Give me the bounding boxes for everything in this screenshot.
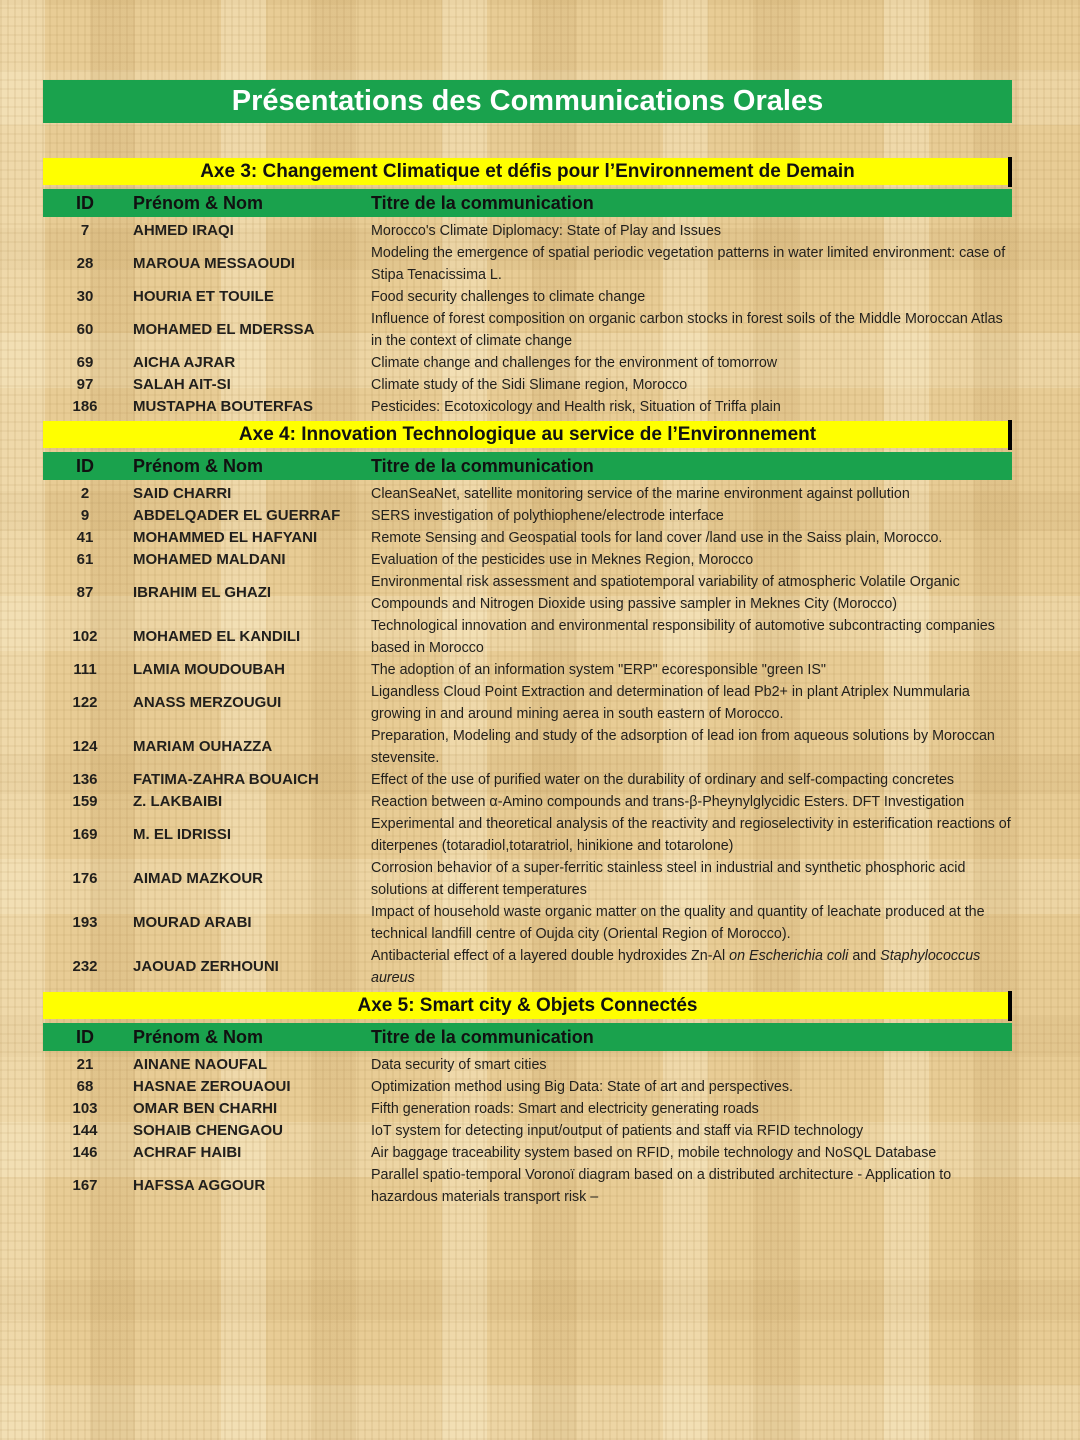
table-row — [43, 791, 1012, 813]
table-row — [43, 308, 1012, 352]
table-row — [43, 396, 1012, 418]
heading-right-tick — [1008, 420, 1012, 450]
header-cell-title: Titre de la communication — [371, 1027, 594, 1047]
title-segment: Remote Sensing and Geospatial tools for land cover /land use in the Saiss plain, Morocco. — [371, 530, 943, 546]
cell-title — [361, 725, 1012, 769]
cell-name: MARIAM OUHAZZA — [133, 738, 273, 755]
cell-name: ACHRAF HAIBI — [133, 1144, 242, 1161]
axe-section — [43, 158, 1012, 418]
cell-id: 167 — [72, 1177, 98, 1194]
title-segment: Reaction between α-Amino compounds and trans-β-Pheynylglycidic Esters. DFT Investigation — [371, 794, 965, 810]
header-cell-title: Titre de la communication — [371, 456, 594, 476]
cell-title — [361, 242, 1012, 286]
header-cell-name: Prénom & Nom — [133, 193, 264, 213]
title-segment: Pesticides: Ecotoxicology and Health risk, Situation of Triffa plain — [371, 399, 781, 415]
cell-name: OMAR BEN CHARHI — [133, 1100, 278, 1117]
cell-id: 232 — [72, 958, 98, 975]
header-cell-name: Prénom & Nom — [133, 456, 264, 476]
title-segment: Corrosion behavior of a super-ferritic stainless steel in industrial and synthetic phosphoric acid solutions at different temperatures — [371, 860, 966, 898]
header-cell-id: ID — [76, 1027, 94, 1047]
cell-title — [361, 615, 1012, 659]
table-row — [43, 527, 1012, 549]
table-row — [43, 725, 1012, 769]
cell-title — [361, 571, 1012, 615]
title-segment: Impact of household waste organic matter on the quality and quantity of leachate produced at the technical landfill centre of Oujda city (Oriental Region of Morocco). — [371, 904, 985, 942]
axe-section — [43, 421, 1012, 989]
title-segment: Preparation, Modeling and study of the adsorption of lead ion from aqueous solutions by Moroccan stevensite. — [371, 728, 995, 766]
section-heading-text: Axe 5: Smart city & Objets Connectés — [357, 995, 698, 1016]
cell-id: 21 — [76, 1056, 94, 1073]
table-row — [43, 1076, 1012, 1098]
sections-container — [43, 158, 1012, 1208]
title-segment: and — [848, 948, 881, 964]
title-segment: Morocco's Climate Diplomacy: State of Play and Issues — [371, 223, 721, 239]
table-row — [43, 681, 1012, 725]
page-title: Présentations des Communications Orales — [231, 85, 824, 117]
table-row — [43, 352, 1012, 374]
cell-title — [361, 769, 1012, 791]
title-segment: Modeling the emergence of spatial periodic vegetation patterns in water limited environment: case of Stipa Tenacissima L. — [371, 245, 1006, 283]
axe-section — [43, 992, 1012, 1208]
cell-title — [361, 1076, 1012, 1098]
title-segment: Antibacterial effect of a layered double hydroxides Zn-Al — [371, 948, 730, 964]
cell-id: 136 — [72, 771, 98, 788]
title-segment: Influence of forest composition on organic carbon stocks in forest soils of the Middle Moroccan Atlas in the context of climate change — [371, 311, 1003, 349]
table-row — [43, 505, 1012, 527]
table-row — [43, 1142, 1012, 1164]
table-row — [43, 549, 1012, 571]
cell-id: 146 — [72, 1144, 98, 1161]
cell-title — [361, 286, 1012, 308]
cell-id: 30 — [76, 288, 94, 305]
header-cell-name: Prénom & Nom — [133, 1027, 264, 1047]
cell-id: 111 — [73, 661, 97, 678]
title-segment: Parallel spatio-temporal Voronoï diagram based on a distributed architecture - Application to hazardous materials transport risk – — [371, 1167, 952, 1205]
cell-id: 102 — [72, 628, 98, 645]
cell-name: LAMIA MOUDOUBAH — [133, 661, 285, 678]
cell-name: MOHAMED MALDANI — [133, 551, 286, 568]
heading-right-tick — [1008, 157, 1012, 187]
table-row — [43, 374, 1012, 396]
cell-id: 69 — [76, 354, 94, 371]
cell-id: 186 — [72, 398, 98, 415]
table-row — [43, 659, 1012, 681]
section-heading-text: Axe 4: Innovation Technologique au service de l’Environnement — [238, 424, 817, 445]
cell-title — [361, 1120, 1012, 1142]
section-heading-bar — [43, 992, 1012, 1019]
table-header-row — [43, 452, 1012, 480]
cell-title — [361, 791, 1012, 813]
cell-title — [361, 483, 1012, 505]
cell-name: AHMED IRAQI — [133, 222, 234, 239]
cell-name: MUSTAPHA BOUTERFAS — [133, 398, 313, 415]
cell-title — [361, 220, 1012, 242]
page-title-bar — [43, 80, 1012, 123]
cell-id: 7 — [80, 222, 90, 239]
cell-title — [361, 945, 1012, 989]
cell-id: 176 — [72, 870, 98, 887]
cell-name: Z. LAKBAIBI — [133, 793, 223, 810]
table-header-row — [43, 189, 1012, 217]
table-row — [43, 945, 1012, 989]
title-segment: Fifth generation roads: Smart and electricity generating roads — [371, 1101, 759, 1117]
title-segment: Data security of smart cities — [371, 1057, 547, 1073]
title-segment: Optimization method using Big Data: State of art and perspectives. — [371, 1079, 793, 1095]
title-segment: Effect of the use of purified water on the durability of ordinary and self-compacting concretes — [371, 772, 955, 788]
cell-name: JAOUAD ZERHOUNI — [133, 958, 279, 975]
cell-id: 169 — [72, 826, 98, 843]
heading-right-tick — [1008, 991, 1012, 1021]
cell-name: MOHAMED EL MDERSSA — [133, 321, 315, 338]
table-row — [43, 286, 1012, 308]
cell-name: AICHA AJRAR — [133, 354, 236, 371]
cell-name: MOURAD ARABI — [133, 914, 252, 931]
cell-id: 124 — [72, 738, 98, 755]
title-segment: Climate study of the Sidi Slimane region, Morocco — [371, 377, 688, 393]
cell-title — [361, 374, 1012, 396]
title-segment: CleanSeaNet, satellite monitoring service of the marine environment against pollution — [371, 486, 910, 502]
table-row — [43, 242, 1012, 286]
cell-title — [361, 1142, 1012, 1164]
title-segment: Evaluation of the pesticides use in Meknes Region, Morocco — [371, 552, 754, 568]
cell-title — [361, 813, 1012, 857]
title-segment: Environmental risk assessment and spatiotemporal variability of atmospheric Volatile Organic Compounds and Nitrogen Dioxide using passive sampler in Meknes City (Morocco) — [371, 574, 960, 612]
title-segment: SERS investigation of polythiophene/electrode interface — [371, 508, 724, 524]
table-row — [43, 220, 1012, 242]
cell-id: 193 — [72, 914, 98, 931]
cell-name: SOHAIB CHENGAOU — [133, 1122, 284, 1139]
section-heading-bar — [43, 421, 1012, 448]
cell-title — [361, 396, 1012, 418]
table-row — [43, 1120, 1012, 1142]
title-segment: Air baggage traceability system based on RFID, mobile technology and NoSQL Database — [371, 1145, 937, 1161]
cell-id: 144 — [72, 1122, 98, 1139]
title-segment: Experimental and theoretical analysis of the reactivity and regioselectivity in esterification reactions of diterpenes (totaradiol,totaratriol, hinikione and totarolone) — [371, 816, 1011, 854]
cell-name: MOHAMED EL KANDILI — [133, 628, 301, 645]
cell-title — [361, 549, 1012, 571]
cell-name: HAFSSA AGGOUR — [133, 1177, 266, 1194]
table-row — [43, 615, 1012, 659]
table-row — [43, 483, 1012, 505]
table-header-row — [43, 1023, 1012, 1051]
cell-id: 68 — [76, 1078, 94, 1095]
title-segment: The adoption of an information system "ERP" ecoresponsible "green IS" — [371, 662, 827, 678]
table-row — [43, 901, 1012, 945]
table-row — [43, 1098, 1012, 1120]
cell-name: AIMAD MAZKOUR — [133, 870, 263, 887]
cell-id: 122 — [72, 694, 98, 711]
cell-title — [361, 505, 1012, 527]
section-heading-bar — [43, 158, 1012, 185]
title-segment: Climate change and challenges for the environment of tomorrow — [371, 355, 778, 371]
cell-name: HASNAE ZEROUAOUI — [133, 1078, 291, 1095]
cell-name: ANASS MERZOUGUI — [133, 694, 282, 711]
table-row — [43, 769, 1012, 791]
section-heading-text: Axe 3: Changement Climatique et défis pour l’Environnement de Demain — [200, 161, 855, 182]
table-rows — [43, 1054, 1012, 1208]
cell-name: SAID CHARRI — [133, 485, 232, 502]
cell-title — [361, 1164, 1012, 1208]
cell-title — [361, 527, 1012, 549]
cell-title — [361, 659, 1012, 681]
title-segment: Technological innovation and environmental responsibility of automotive subcontracting companies based in Morocco — [371, 618, 995, 656]
header-cell-id: ID — [76, 456, 94, 476]
table-row — [43, 1164, 1012, 1208]
table-rows — [43, 483, 1012, 989]
cell-title — [361, 857, 1012, 901]
header-cell-title: Titre de la communication — [371, 193, 594, 213]
cell-name: HOURIA ET TOUILE — [133, 288, 274, 305]
cell-id: 60 — [76, 321, 94, 338]
cell-id: 9 — [80, 507, 90, 524]
cell-title — [361, 681, 1012, 725]
cell-name: MOHAMMED EL HAFYANI — [133, 529, 318, 546]
table-row — [43, 813, 1012, 857]
program-content — [43, 80, 1012, 1208]
cell-name: FATIMA-ZAHRA BOUAICH — [133, 771, 319, 788]
table-row — [43, 571, 1012, 615]
cell-title — [361, 308, 1012, 352]
cell-id: 87 — [76, 584, 94, 601]
cell-name: IBRAHIM EL GHAZI — [133, 584, 272, 601]
title-segment: Food security challenges to climate change — [371, 289, 646, 305]
cell-title — [361, 1098, 1012, 1120]
cell-id: 97 — [76, 376, 94, 393]
table-row — [43, 857, 1012, 901]
table-row — [43, 1054, 1012, 1076]
cell-name: ABDELQADER EL GUERRAF — [133, 507, 341, 524]
cell-id: 61 — [76, 551, 94, 568]
cell-id: 41 — [76, 529, 94, 546]
table-rows — [43, 220, 1012, 418]
cell-id: 28 — [76, 255, 94, 272]
title-segment: Staphylococcus aureus — [371, 948, 981, 986]
title-segment: IoT system for detecting input/output of patients and staff via RFID technology — [371, 1123, 864, 1139]
title-segment: Ligandless Cloud Point Extraction and determination of lead Pb2+ in plant Atriplex Nummularia growing in and around mining aerea in south eastern of Morocco. — [371, 684, 970, 722]
header-cell-id: ID — [76, 193, 94, 213]
cell-id: 159 — [72, 793, 98, 810]
cell-name: AINANE NAOUFAL — [133, 1056, 268, 1073]
cell-title — [361, 1054, 1012, 1076]
cell-name: MAROUA MESSAOUDI — [133, 255, 295, 272]
cell-title — [361, 352, 1012, 374]
cell-id: 2 — [80, 485, 90, 502]
cell-name: M. EL IDRISSI — [133, 826, 232, 843]
title-segment: on Escherichia coli — [729, 948, 849, 964]
cell-id: 103 — [72, 1100, 98, 1117]
cell-title — [361, 901, 1012, 945]
cell-name: SALAH AIT-SI — [133, 376, 231, 393]
